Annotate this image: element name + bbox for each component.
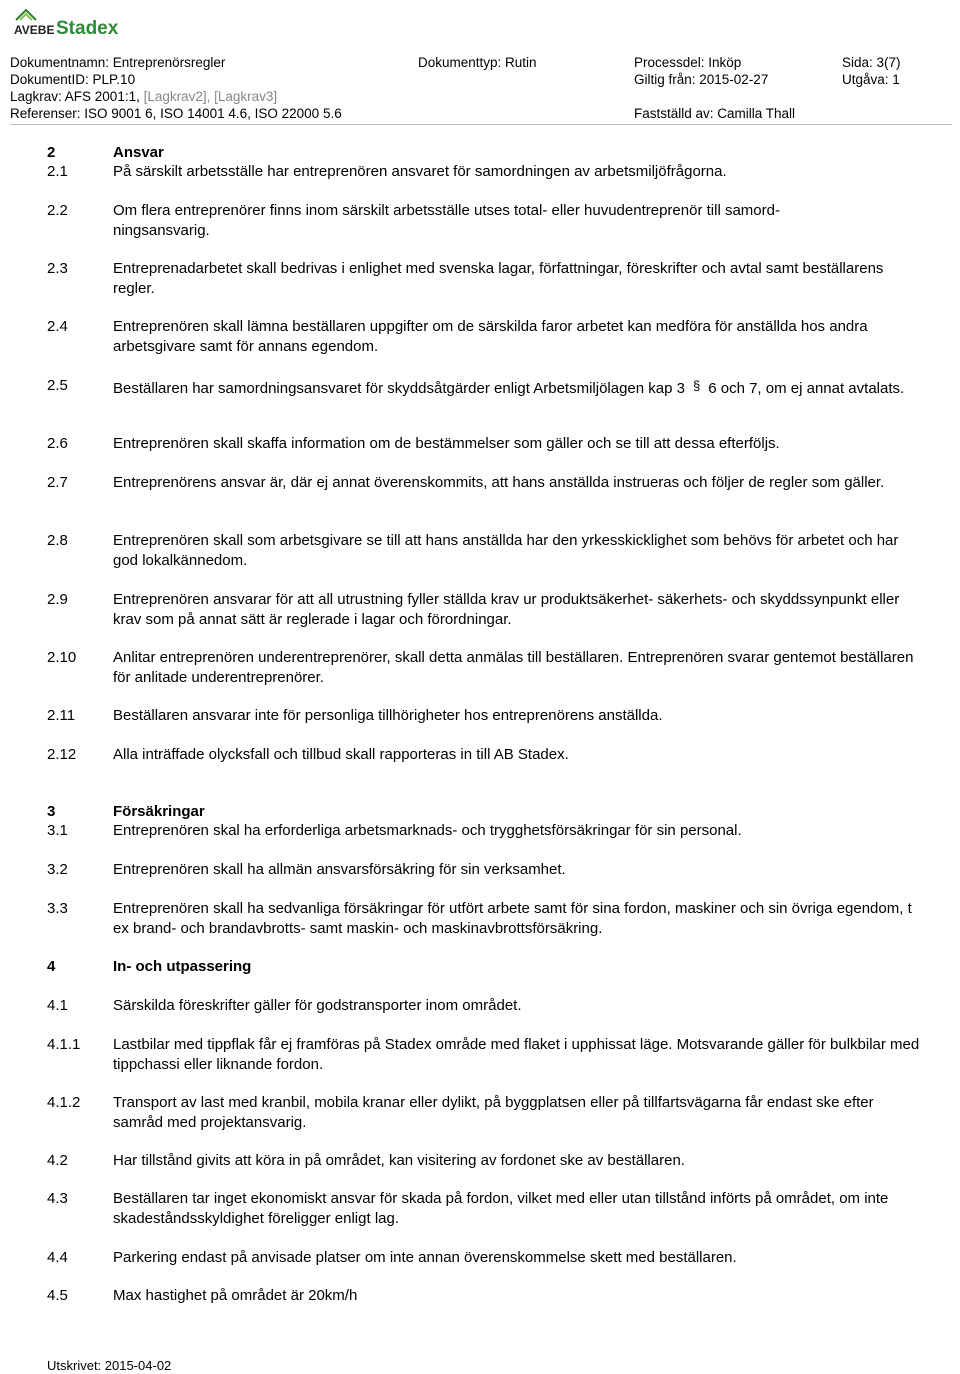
clause-text-line1: Om flera entreprenörer finns inom särskilt arbetsställe utses total- eller huvudentreprenör till samord- <box>113 202 780 219</box>
clause-text-a: Beställaren har samordningsansvaret för skyddsåtgärder enligt Arbetsmiljölagen kap 3 <box>113 380 685 397</box>
clause-number: 2.8 <box>47 532 68 549</box>
clause-text: Anlitar entreprenören underentreprenörer, skall detta anmälas till beställaren. Entreprenören svarar gentemot beställaren för anlitade underentreprenörer. <box>113 649 914 686</box>
section-number: 4 <box>47 958 56 975</box>
clause-4-1 <box>47 996 927 1016</box>
clause-text: Entreprenören skal ha erforderliga arbetsmarknads- och trygghetsförsäkringar för sin personal. <box>113 822 742 839</box>
clause-number: 4.1.1 <box>47 1036 81 1053</box>
clause-3-1 <box>47 821 927 841</box>
clause-number: 2.3 <box>47 260 68 277</box>
clause-2-8 <box>47 531 927 570</box>
clause-number: 2.5 <box>47 377 68 394</box>
clause-2-5 <box>47 376 927 399</box>
clause-number: 2.4 <box>47 318 68 335</box>
clause-2-10 <box>47 648 927 687</box>
clause-2-7 <box>47 473 927 493</box>
clause-4-2 <box>47 1151 927 1171</box>
doc-type: Dokumenttyp: Rutin <box>418 55 537 70</box>
clause-text: Entreprenören skall lämna beställaren uppgifter om de särskilda faror arbetet kan medföra för anställda hos andra arbetsgivare samt för annans egendom. <box>113 318 868 355</box>
clause-text: Transport av last med kranbil, mobila kranar eller dylikt, på byggplatsen eller på tillfartsvägarna får endast ske efter samråd med projektansvarig. <box>113 1094 874 1131</box>
clause-number: 2.1 <box>47 163 68 180</box>
page-number: Sida: 3(7) <box>842 55 901 70</box>
section-title: In- och utpassering <box>113 958 252 975</box>
clause-number: 2.2 <box>47 202 68 219</box>
clause-2-6 <box>47 434 927 454</box>
clause-text-line2: ningsansvarig. <box>113 221 210 239</box>
clause-number: 3.1 <box>47 822 68 839</box>
clause-number: 4.5 <box>47 1287 68 1304</box>
clause-number: 2.7 <box>47 474 68 491</box>
clause-number: 3.3 <box>47 900 68 917</box>
clause-number: 2.11 <box>47 707 76 724</box>
print-date: Utskrivet: 2015-04-02 <box>47 1358 172 1373</box>
logo-stadex-text: Stadex <box>56 18 119 39</box>
section-number: 2 <box>47 144 56 161</box>
doc-id: DokumentID: PLP.10 <box>10 72 136 87</box>
clause-4-5 <box>47 1286 927 1306</box>
clause-text: Entreprenörens ansvar är, där ej annat överenskommits, att hans anställda instrueras och följer de regler som gäller. <box>113 474 885 491</box>
referenser: Referenser: ISO 9001 6, ISO 14001 4.6, ISO 22000 5.6 <box>10 106 342 121</box>
clause-text: Max hastighet på området är 20km/h <box>113 1287 358 1304</box>
clause-text: På särskilt arbetsställe har entreprenören ansvaret för samordningen av arbetsmiljöfrågorna. <box>113 163 727 180</box>
clause-number: 4.3 <box>47 1190 68 1207</box>
clause-text: Entreprenören skall skaffa information om de bestämmelser som gäller och se till att dessa efterföljs. <box>113 435 780 452</box>
company-logo <box>12 4 132 46</box>
clause-number: 4.1 <box>47 997 68 1014</box>
section-number: 3 <box>47 803 56 820</box>
clause-text <box>113 376 927 399</box>
clause-2-2 <box>47 201 927 240</box>
clause-2-3 <box>47 259 927 298</box>
clause-number: 4.4 <box>47 1249 68 1266</box>
doc-name: Dokumentnamn: Entreprenörsregler <box>10 55 226 70</box>
section-title: Försäkringar <box>113 803 205 820</box>
clause-4-1-2 <box>47 1093 927 1132</box>
clause-number: 2.6 <box>47 435 68 452</box>
section-heading-3 <box>47 802 927 822</box>
approved-by: Fastställd av: Camilla Thall <box>634 106 796 121</box>
lagkrav-placeholders: [Lagkrav2], [Lagkrav3] <box>143 89 278 104</box>
clause-2-12 <box>47 745 927 765</box>
clause-2-1 <box>47 162 927 182</box>
clause-2-9 <box>47 590 927 629</box>
lagkrav-value: Lagkrav: AFS 2001:1, <box>10 89 144 104</box>
clause-text: Parkering endast på anvisade platser om inte annan överenskommelse skett med beställaren. <box>113 1249 737 1266</box>
clause-text: Entreprenören skall som arbetsgivare se till att hans anställda har den yrkesskicklighet som behövs för arbetet och har god lokalkännedom. <box>113 532 899 569</box>
clause-text <box>113 201 927 240</box>
logo-mark-icon <box>12 4 132 46</box>
clause-text: Har tillstånd givits att köra in på området, kan visitering av fordonet ske av beställaren. <box>113 1152 685 1169</box>
clause-3-3 <box>47 899 927 938</box>
clause-number: 2.12 <box>47 746 77 763</box>
clause-4-3 <box>47 1189 927 1228</box>
clause-text: Alla inträffade olycksfall och tillbud skall rapporteras in till AB Stadex. <box>113 746 569 763</box>
clause-number: 2.9 <box>47 591 68 608</box>
clause-2-4 <box>47 317 927 356</box>
clause-text: Entreprenadarbetet skall bedrivas i enlighet med svenska lagar, författningar, föreskrifter och avtal samt beställarens regler. <box>113 260 884 297</box>
lagkrav <box>10 88 277 105</box>
clause-number: 4.1.2 <box>47 1094 81 1111</box>
clause-text: Beställaren ansvarar inte för personliga tillhörigheter hos entreprenörens anställda. <box>113 707 663 724</box>
process-part: Processdel: Inköp <box>634 55 742 70</box>
header-divider <box>10 124 952 125</box>
section-sign: § <box>692 378 701 393</box>
clause-number: 2.10 <box>47 649 77 666</box>
clause-3-2 <box>47 860 927 880</box>
clause-number: 4.2 <box>47 1152 68 1169</box>
edition: Utgåva: 1 <box>842 72 900 87</box>
clause-text: Beställaren tar inget ekonomiskt ansvar för skada på fordon, vilket med eller utan tillstånd införts på området, om inte skadeståndsskyldighet föreligger enligt lag. <box>113 1190 889 1227</box>
clause-number: 3.2 <box>47 861 68 878</box>
clause-text: Särskilda föreskrifter gäller för godstransporter inom området. <box>113 997 522 1014</box>
section-heading-4 <box>47 957 927 977</box>
logo-avebe-text: AVEBE <box>14 23 55 37</box>
clause-text-b: 6 och 7, om ej annat avtalats. <box>708 380 905 397</box>
clause-text: Lastbilar med tippflak får ej framföras på Stadex område med flaket i upphissat läge. Motsvarande gäller för bulkbilar med tippchassi eller liknande fordon. <box>113 1036 920 1073</box>
section-heading-2 <box>47 143 927 163</box>
clause-text: Entreprenören skall ha sedvanliga försäkringar för utfört arbete samt för sina fordon, maskiner och sin övriga egendom, t ex brand- och brandavbrotts- samt maskin- och maskinavbrottsförsäkring. <box>113 900 912 937</box>
clause-4-1-1 <box>47 1035 927 1074</box>
clause-4-4 <box>47 1248 927 1268</box>
clause-text: Entreprenören skall ha allmän ansvarsförsäkring för sin verksamhet. <box>113 861 566 878</box>
clause-2-11 <box>47 706 927 726</box>
section-title: Ansvar <box>113 144 164 161</box>
valid-from: Giltig från: 2015-02-27 <box>634 72 769 87</box>
clause-text: Entreprenören ansvarar för att all utrustning fyller ställda krav ur produktsäkerhet- säkerhets- och skyddssynpunkt eller krav som på annat sätt är reglerade i lagar och förordningar. <box>113 591 900 628</box>
